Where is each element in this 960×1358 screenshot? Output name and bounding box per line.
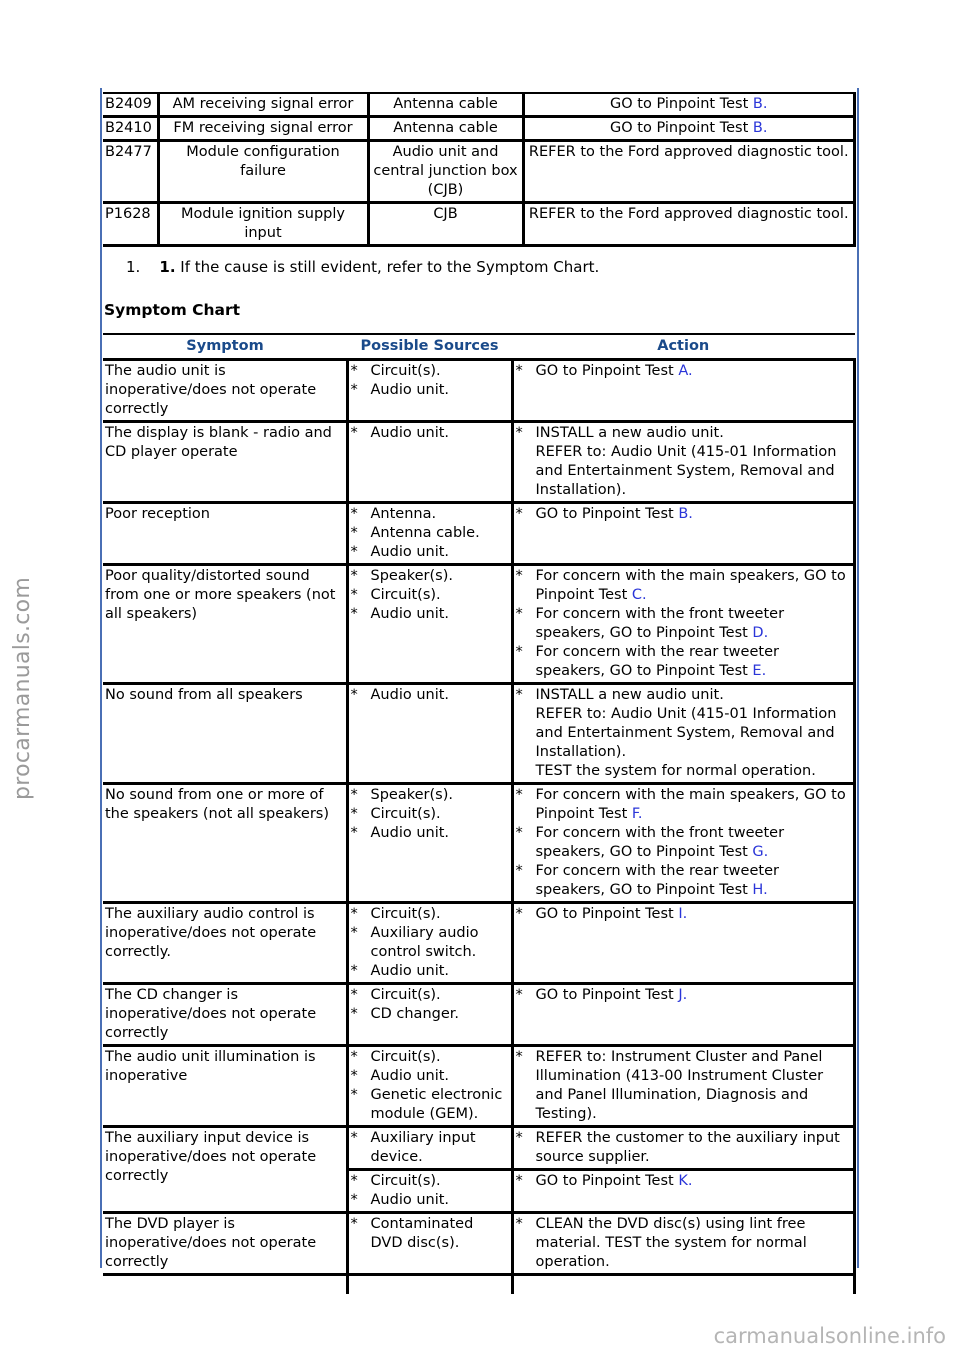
bullet-text bbox=[371, 1048, 509, 1067]
bullet-text-part: GO to Pinpoint Test bbox=[535, 1173, 679, 1189]
empty-cell bbox=[512, 1275, 855, 1295]
symptom-row bbox=[103, 684, 855, 784]
bullet-text bbox=[536, 643, 852, 681]
source-item bbox=[351, 1086, 509, 1124]
source-item bbox=[351, 605, 509, 624]
symptom-chart-title: Symptom Chart bbox=[104, 301, 241, 319]
symptom-table-header bbox=[103, 334, 855, 360]
dtc-source: Antenna cable bbox=[368, 93, 523, 117]
source-item bbox=[351, 1172, 509, 1191]
source-item bbox=[351, 924, 509, 962]
pinpoint-test-link[interactable]: B. bbox=[752, 120, 768, 136]
action-cell bbox=[512, 1046, 855, 1127]
pinpoint-test-link[interactable]: K. bbox=[678, 1173, 693, 1189]
dtc-action bbox=[523, 141, 855, 203]
possible-sources bbox=[347, 784, 512, 903]
action-cell bbox=[512, 422, 855, 503]
source-item bbox=[351, 1191, 509, 1210]
bullet-text-part: REFER the customer to the auxiliary input source supplier. bbox=[535, 1130, 840, 1165]
dtc-description: FM receiving signal error bbox=[158, 117, 368, 141]
dtc-row bbox=[103, 117, 855, 141]
bullet-star: * bbox=[515, 825, 523, 841]
symptom-row bbox=[103, 565, 855, 684]
dtc-code: B2477 bbox=[103, 141, 158, 203]
possible-sources bbox=[347, 903, 512, 984]
bullet-star: * bbox=[350, 1087, 358, 1103]
symptom-row bbox=[103, 784, 855, 903]
source-item bbox=[351, 381, 509, 400]
bullet-text-part: Audio unit. bbox=[370, 963, 450, 979]
symptom-description: The audio unit is inoperative/does not operate correctly bbox=[103, 360, 347, 422]
bullet-star: * bbox=[515, 363, 523, 379]
bullet-text-part: Antenna. bbox=[370, 506, 437, 522]
action-item bbox=[516, 605, 852, 643]
symptom-description: The auxiliary input device is inoperative/does not operate correctly bbox=[103, 1127, 347, 1213]
pinpoint-test-link[interactable]: B. bbox=[752, 96, 768, 112]
source-item bbox=[351, 1215, 509, 1253]
bullet-star: * bbox=[350, 606, 358, 622]
bullet-text bbox=[371, 1086, 509, 1124]
bullet-text bbox=[371, 1172, 509, 1191]
action-item bbox=[516, 686, 852, 781]
bullet-star: * bbox=[515, 425, 523, 441]
dtc-row bbox=[103, 141, 855, 203]
bullet-text-part: Audio unit. bbox=[370, 1068, 450, 1084]
bullet-text-part: Audio unit. bbox=[370, 425, 450, 441]
bullet-text-part: Auxiliary audio control switch. bbox=[370, 925, 479, 960]
bullet-text bbox=[371, 686, 509, 705]
action-item bbox=[516, 362, 852, 381]
dtc-action bbox=[523, 93, 855, 117]
dtc-action-text: REFER to the Ford approved diagnostic tool. bbox=[528, 144, 849, 160]
source-item bbox=[351, 505, 509, 524]
bullet-text-part: Speaker(s). bbox=[370, 787, 453, 803]
bullet-star: * bbox=[515, 1130, 523, 1146]
header-action: Action bbox=[512, 334, 855, 360]
bullet-star: * bbox=[350, 506, 358, 522]
bullet-text bbox=[371, 1191, 509, 1210]
bullet-text bbox=[536, 786, 852, 824]
action-item bbox=[516, 1172, 852, 1191]
symptom-description: Poor reception bbox=[103, 503, 347, 565]
bullet-star: * bbox=[350, 1216, 358, 1232]
bullet-star: * bbox=[350, 925, 358, 941]
possible-sources bbox=[347, 565, 512, 684]
action-cell bbox=[512, 360, 855, 422]
bullet-text bbox=[371, 805, 509, 824]
bullet-text bbox=[371, 605, 509, 624]
dtc-source: CJB bbox=[368, 203, 523, 246]
pinpoint-test-link[interactable]: F. bbox=[631, 806, 643, 822]
bullet-text bbox=[536, 605, 852, 643]
empty-row bbox=[103, 1275, 855, 1295]
action-cell bbox=[512, 684, 855, 784]
symptom-row bbox=[103, 1127, 855, 1170]
bullet-star: * bbox=[350, 525, 358, 541]
bullet-text bbox=[371, 362, 509, 381]
bullet-text-part: REFER to: Instrument Cluster and Panel Illumination (413-00 Instrument Cluster and Panel Illumination, Diagnosis and Testing). bbox=[535, 1049, 824, 1122]
symptom-description: No sound from all speakers bbox=[103, 684, 347, 784]
bullet-text bbox=[536, 905, 852, 924]
bullet-text bbox=[371, 424, 509, 443]
bullet-text-part: GO to Pinpoint Test bbox=[535, 363, 679, 379]
action-item bbox=[516, 643, 852, 681]
bullet-text bbox=[371, 1129, 509, 1167]
bullet-text bbox=[536, 1129, 852, 1167]
bullet-star: * bbox=[350, 587, 358, 603]
bullet-star: * bbox=[350, 787, 358, 803]
bullet-text bbox=[536, 567, 852, 605]
symptom-description: No sound from one or more of the speakers (not all speakers) bbox=[103, 784, 347, 903]
action-cell bbox=[512, 565, 855, 684]
dtc-source: Audio unit and central junction box (CJB) bbox=[368, 141, 523, 203]
dtc-action-text: GO to Pinpoint Test bbox=[610, 120, 753, 136]
bullet-star: * bbox=[515, 568, 523, 584]
source-item bbox=[351, 543, 509, 562]
possible-sources bbox=[347, 1046, 512, 1127]
symptom-description: The audio unit illumination is inoperative bbox=[103, 1046, 347, 1127]
bullet-text-part: Circuit(s). bbox=[370, 987, 441, 1003]
bullet-text bbox=[371, 1005, 509, 1024]
page-left-rule bbox=[100, 88, 102, 1268]
bullet-text bbox=[371, 986, 509, 1005]
pinpoint-test-link[interactable]: A. bbox=[678, 363, 693, 379]
bullet-star: * bbox=[350, 544, 358, 560]
symptom-row bbox=[103, 422, 855, 503]
possible-sources bbox=[347, 1213, 512, 1275]
bullet-text-part: Circuit(s). bbox=[370, 1049, 441, 1065]
pinpoint-test-link[interactable]: E. bbox=[752, 663, 767, 679]
action-item bbox=[516, 1215, 852, 1272]
source-item bbox=[351, 962, 509, 981]
bullet-extra-text: TEST the system for normal operation. bbox=[535, 763, 816, 779]
source-item bbox=[351, 586, 509, 605]
bullet-text-part: Speaker(s). bbox=[370, 568, 453, 584]
bullet-extra-text: REFER to: Audio Unit (415-01 Information and Entertainment System, Removal and Installation). bbox=[535, 706, 837, 760]
action-cell bbox=[512, 503, 855, 565]
bullet-text-part: Auxiliary input device. bbox=[370, 1130, 476, 1165]
bullet-star: * bbox=[350, 1049, 358, 1065]
source-item bbox=[351, 524, 509, 543]
action-cell bbox=[512, 984, 855, 1046]
symptom-table bbox=[103, 333, 856, 1294]
bullet-star: * bbox=[350, 382, 358, 398]
action-item bbox=[516, 1048, 852, 1124]
dtc-action bbox=[523, 117, 855, 141]
action-item bbox=[516, 424, 852, 500]
bullet-text bbox=[371, 1215, 509, 1253]
bullet-star: * bbox=[515, 906, 523, 922]
action-cell bbox=[512, 784, 855, 903]
source-item bbox=[351, 1129, 509, 1167]
symptom-description: The auxiliary audio control is inoperative/does not operate correctly. bbox=[103, 903, 347, 984]
pinpoint-test-link[interactable]: I. bbox=[678, 906, 688, 922]
possible-sources bbox=[347, 684, 512, 784]
bullet-text-part: Audio unit. bbox=[370, 687, 450, 703]
pinpoint-test-link[interactable]: G. bbox=[752, 844, 769, 860]
bullet-text-part: CD changer. bbox=[370, 1006, 460, 1022]
bullet-text-part: Circuit(s). bbox=[370, 906, 441, 922]
action-item bbox=[516, 824, 852, 862]
bullet-text bbox=[536, 686, 852, 781]
bullet-text-part: INSTALL a new audio unit. bbox=[535, 425, 724, 441]
dtc-source: Antenna cable bbox=[368, 117, 523, 141]
dtc-code: B2410 bbox=[103, 117, 158, 141]
bullet-star: * bbox=[350, 1068, 358, 1084]
dtc-description: AM receiving signal error bbox=[158, 93, 368, 117]
bullet-star: * bbox=[350, 806, 358, 822]
bullet-star: * bbox=[350, 363, 358, 379]
bullet-star: * bbox=[350, 1130, 358, 1146]
action-item bbox=[516, 1129, 852, 1167]
bullet-star: * bbox=[350, 568, 358, 584]
action-item bbox=[516, 905, 852, 924]
pinpoint-test-link[interactable]: D. bbox=[752, 625, 769, 641]
dtc-action-text: REFER to the Ford approved diagnostic tool. bbox=[528, 206, 849, 222]
bullet-text-part: Genetic electronic module (GEM). bbox=[370, 1087, 503, 1122]
bullet-text bbox=[371, 905, 509, 924]
symptom-description: The display is blank - radio and CD player operate bbox=[103, 422, 347, 503]
bullet-star: * bbox=[515, 987, 523, 1003]
bullet-text-part: Antenna cable. bbox=[370, 525, 480, 541]
bullet-star: * bbox=[350, 906, 358, 922]
symptom-description: The DVD player is inoperative/does not operate correctly bbox=[103, 1213, 347, 1275]
dtc-action bbox=[523, 203, 855, 246]
bullet-star: * bbox=[515, 787, 523, 803]
possible-sources bbox=[347, 1170, 512, 1213]
dtc-description: Module ignition supply input bbox=[158, 203, 368, 246]
bullet-star: * bbox=[350, 1006, 358, 1022]
pinpoint-test-link[interactable]: J. bbox=[678, 987, 688, 1003]
source-item bbox=[351, 805, 509, 824]
source-item bbox=[351, 1048, 509, 1067]
source-item bbox=[351, 424, 509, 443]
bullet-star: * bbox=[350, 1173, 358, 1189]
bullet-text bbox=[536, 824, 852, 862]
side-watermark: procarmanuals.com bbox=[10, 576, 35, 800]
bullet-text bbox=[371, 1067, 509, 1086]
dtc-action-text: GO to Pinpoint Test bbox=[610, 96, 753, 112]
bullet-text-part: For concern with the rear tweeter speakers, GO to Pinpoint Test bbox=[535, 863, 779, 898]
bullet-text bbox=[371, 524, 509, 543]
bullet-star: * bbox=[515, 506, 523, 522]
source-item bbox=[351, 986, 509, 1005]
source-item bbox=[351, 786, 509, 805]
empty-cell bbox=[103, 1275, 347, 1295]
source-item bbox=[351, 362, 509, 381]
bullet-text-part: Circuit(s). bbox=[370, 363, 441, 379]
bullet-text bbox=[536, 862, 852, 900]
bullet-text-part: Audio unit. bbox=[370, 382, 450, 398]
dtc-code: B2409 bbox=[103, 93, 158, 117]
dtc-row bbox=[103, 203, 855, 246]
bullet-star: * bbox=[515, 1216, 523, 1232]
bullet-star: * bbox=[515, 687, 523, 703]
bullet-text-part: For concern with the front tweeter speakers, GO to Pinpoint Test bbox=[535, 606, 785, 641]
source-item bbox=[351, 905, 509, 924]
bullet-text-part: Audio unit. bbox=[370, 1192, 450, 1208]
bullet-star: * bbox=[350, 687, 358, 703]
bullet-text-part: Circuit(s). bbox=[370, 806, 441, 822]
bullet-text bbox=[371, 786, 509, 805]
bottom-watermark: carmanualsonline.info bbox=[713, 1324, 946, 1348]
empty-cell bbox=[347, 1275, 512, 1295]
source-item bbox=[351, 686, 509, 705]
action-item bbox=[516, 786, 852, 824]
bullet-text bbox=[371, 924, 509, 962]
source-item bbox=[351, 1005, 509, 1024]
bullet-star: * bbox=[350, 425, 358, 441]
bullet-text-part: GO to Pinpoint Test bbox=[535, 906, 679, 922]
symptom-row bbox=[103, 984, 855, 1046]
bullet-text-part: GO to Pinpoint Test bbox=[535, 506, 679, 522]
bullet-text bbox=[536, 986, 852, 1005]
bullet-text bbox=[536, 505, 852, 524]
source-item bbox=[351, 824, 509, 843]
header-possible-sources: Possible Sources bbox=[347, 334, 512, 360]
bullet-text bbox=[371, 543, 509, 562]
bullet-star: * bbox=[515, 1173, 523, 1189]
bullet-text bbox=[371, 824, 509, 843]
bullet-text bbox=[536, 1048, 852, 1124]
bullet-star: * bbox=[515, 1049, 523, 1065]
symptom-row bbox=[103, 1213, 855, 1275]
bullet-star: * bbox=[350, 987, 358, 1003]
action-cell bbox=[512, 1127, 855, 1170]
source-item bbox=[351, 1067, 509, 1086]
bullet-text bbox=[371, 567, 509, 586]
bullet-star: * bbox=[350, 1192, 358, 1208]
bullet-star: * bbox=[515, 863, 523, 879]
bullet-text bbox=[536, 424, 852, 500]
bullet-text bbox=[371, 586, 509, 605]
dtc-code: P1628 bbox=[103, 203, 158, 246]
possible-sources bbox=[347, 984, 512, 1046]
symptom-description: Poor quality/distorted sound from one or more speakers (not all speakers) bbox=[103, 565, 347, 684]
bullet-text-part: Audio unit. bbox=[370, 606, 450, 622]
bullet-text-part: For concern with the front tweeter speakers, GO to Pinpoint Test bbox=[535, 825, 785, 860]
bullet-text-part: For concern with the rear tweeter speakers, GO to Pinpoint Test bbox=[535, 644, 779, 679]
pinpoint-test-link[interactable]: H. bbox=[752, 882, 768, 898]
action-item bbox=[516, 986, 852, 1005]
note-line bbox=[126, 258, 599, 276]
bullet-text-part: INSTALL a new audio unit. bbox=[535, 687, 724, 703]
symptom-row bbox=[103, 903, 855, 984]
pinpoint-test-link[interactable]: B. bbox=[678, 506, 693, 522]
source-item bbox=[351, 567, 509, 586]
symptom-row bbox=[103, 360, 855, 422]
action-item bbox=[516, 505, 852, 524]
bullet-text bbox=[536, 1215, 852, 1272]
possible-sources bbox=[347, 360, 512, 422]
bullet-text-part: For concern with the main speakers, GO to Pinpoint Test bbox=[535, 568, 846, 603]
action-cell bbox=[512, 1170, 855, 1213]
bullet-text-part: Circuit(s). bbox=[370, 587, 441, 603]
note-text: If the cause is still evident, refer to the Symptom Chart. bbox=[175, 258, 600, 276]
bullet-text-part: For concern with the main speakers, GO to Pinpoint Test bbox=[535, 787, 846, 822]
page-right-rule bbox=[857, 88, 859, 1268]
bullet-star: * bbox=[515, 606, 523, 622]
bullet-text bbox=[371, 962, 509, 981]
possible-sources bbox=[347, 422, 512, 503]
pinpoint-test-link[interactable]: C. bbox=[631, 587, 647, 603]
bullet-text-part: Audio unit. bbox=[370, 825, 450, 841]
note-marker: 1. bbox=[126, 258, 141, 276]
symptom-row bbox=[103, 503, 855, 565]
symptom-description: The CD changer is inoperative/does not operate correctly bbox=[103, 984, 347, 1046]
bullet-star: * bbox=[350, 963, 358, 979]
bullet-text-part: Contaminated DVD disc(s). bbox=[370, 1216, 474, 1251]
note-bold: 1. bbox=[159, 258, 176, 276]
bullet-text-part: Circuit(s). bbox=[370, 1173, 441, 1189]
dtc-description: Module configuration failure bbox=[158, 141, 368, 203]
bullet-extra-text: REFER to: Audio Unit (415-01 Information and Entertainment System, Removal and Installation). bbox=[535, 444, 837, 498]
bullet-text bbox=[536, 362, 852, 381]
bullet-text bbox=[371, 505, 509, 524]
bullet-text-part: CLEAN the DVD disc(s) using lint free material. TEST the system for normal operation. bbox=[535, 1216, 807, 1270]
action-cell bbox=[512, 903, 855, 984]
action-cell bbox=[512, 1213, 855, 1275]
action-item bbox=[516, 862, 852, 900]
action-item bbox=[516, 567, 852, 605]
bullet-text bbox=[536, 1172, 852, 1191]
bullet-text bbox=[371, 381, 509, 400]
bullet-text-part: GO to Pinpoint Test bbox=[535, 987, 679, 1003]
bullet-text-part: Audio unit. bbox=[370, 544, 450, 560]
possible-sources bbox=[347, 1127, 512, 1170]
bullet-star: * bbox=[515, 644, 523, 660]
dtc-row bbox=[103, 93, 855, 117]
header-symptom: Symptom bbox=[103, 334, 347, 360]
bullet-star: * bbox=[350, 825, 358, 841]
symptom-row bbox=[103, 1046, 855, 1127]
possible-sources bbox=[347, 503, 512, 565]
dtc-table bbox=[103, 92, 856, 247]
